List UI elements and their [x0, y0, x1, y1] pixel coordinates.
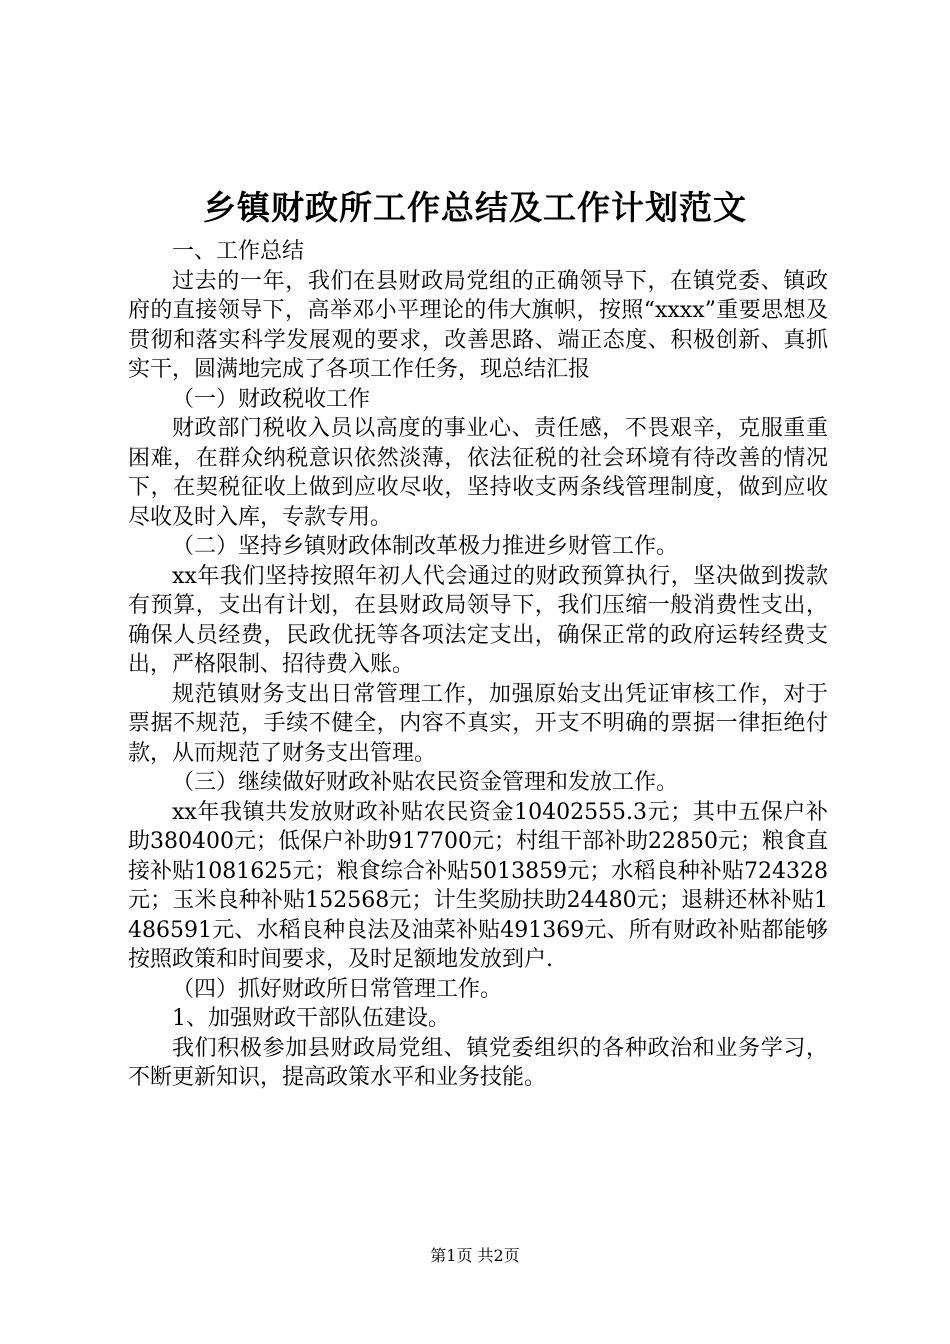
paragraph-study: 我们积极参加县财政局党组、镇党委组织的各种政治和业务学习，不断更新知识，提高政策水平和业务技能。	[128, 1035, 828, 1090]
section-heading-work-summary: 一、工作总结	[172, 239, 305, 264]
paragraph-intro: 过去的一年，我们在县财政局党组的正确领导下，在镇党委、镇政府的直接领导下，高举邓小平理论的伟大旗帜，按照“xxxx”重要思想及贯彻和落实科学发展观的要求，改善思路、端正态度、积极创新、真抓实干，圆满地完成了各项工作任务，现总结汇报	[128, 268, 828, 382]
document-body	[128, 237, 828, 1093]
subheading-team-building: 1、加强财政干部队伍建设。	[172, 1006, 450, 1031]
page-footer: 第1页 共2页	[430, 1246, 520, 1265]
paragraph-budget: xx年我们坚持按照年初人代会通过的财政预算执行，坚决做到拨款有预算，支出有计划，在县财政局领导下，我们压缩一般消费性支出，确保人员经费，民政优抚等各项法定支出，确保正常的政府运转经费支出，严格限制、招待费入账。	[128, 563, 828, 677]
subheading-tax-work: （一）财政税收工作	[172, 386, 371, 412]
paragraph-subsidy-details: xx年我镇共发放财政补贴农民资金10402555.3元；其中五保户补助380400元；低保户补助917700元；村组干部补助22850元；粮食直接补贴1081625元；粮食综合补贴5013859元；水稻良种补贴724328元；玉米良种补贴152568元；计生奖励扶助24480元；退耕还林补贴1486591元、水稻良种良法及油菜补贴491369元、所有财政补贴都能够按照政策和时间要求，及时足额地发放到户.	[128, 799, 828, 972]
paragraph-tax-work: 财政部门税收入员以高度的事业心、责任感，不畏艰辛，克服重重困难，在群众纳税意识依然淡薄，依法征税的社会环境有待改善的情况下，在契税征收上做到应收尽收，坚持收支两条线管理制度，做到应收尽收及时入库，专款专用。	[128, 416, 828, 530]
subheading-subsidy: （三）继续做好财政补贴农民资金管理和发放工作。	[172, 770, 679, 795]
subheading-daily-management: （四）抓好财政所日常管理工作。	[172, 976, 503, 1002]
subheading-reform: （二）坚持乡镇财政体制改革极力推进乡财管工作。	[172, 534, 679, 559]
paragraph-expense-management: 规范镇财务支出日常管理工作，加强原始支出凭证审核工作，对于票据不规范，手续不健全，内容不真实，开支不明确的票据一律拒绝付款，从而规范了财务支出管理。	[128, 681, 828, 766]
document-title: 乡镇财政所工作总结及工作计划范文	[203, 188, 747, 227]
